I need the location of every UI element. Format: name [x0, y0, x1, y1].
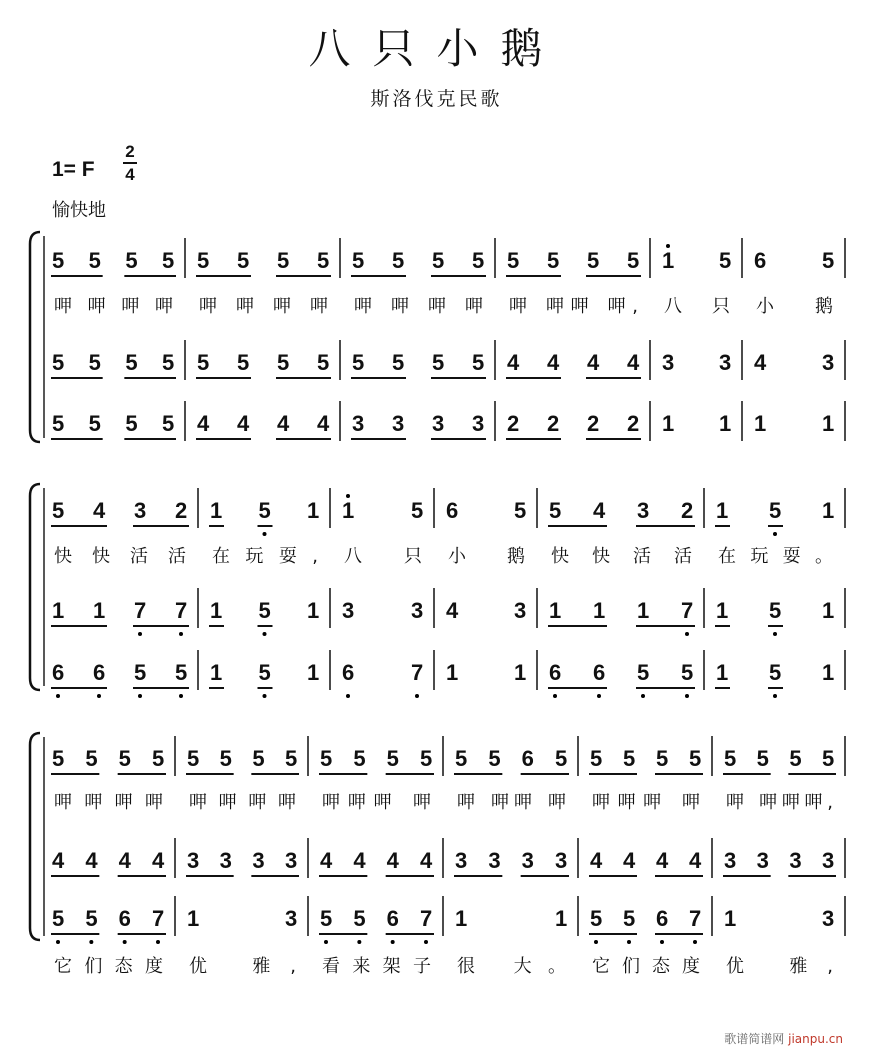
note: 5: [88, 248, 101, 273]
note: 6: [52, 660, 65, 685]
note: 5: [724, 746, 737, 771]
note: 5: [590, 746, 603, 771]
note: 1: [514, 660, 527, 685]
note: 5: [623, 746, 636, 771]
note: 1: [210, 660, 223, 685]
note: 5: [258, 498, 271, 523]
note: 6: [342, 660, 355, 685]
note: 1: [446, 660, 459, 685]
note: 1: [455, 906, 468, 931]
note: 6: [386, 906, 399, 931]
octave-dot-below: [424, 940, 428, 944]
note: 7: [411, 660, 424, 685]
note: 5: [317, 350, 330, 375]
note: 3: [342, 598, 355, 623]
note: 6: [118, 906, 131, 931]
note: 5: [85, 906, 98, 931]
octave-dot-below: [263, 632, 267, 636]
note: 5: [197, 350, 210, 375]
octave-dot-below: [263, 694, 267, 698]
note: 5: [237, 350, 250, 375]
note: 5: [488, 746, 501, 771]
note: 3: [822, 906, 835, 931]
note: 4: [754, 350, 767, 375]
note: 4: [152, 848, 165, 873]
note: 3: [392, 411, 405, 436]
note: 1: [719, 411, 732, 436]
note: 4: [587, 350, 600, 375]
octave-dot-below: [123, 940, 127, 944]
note: 1: [822, 411, 835, 436]
note: 3: [637, 498, 650, 523]
note: 4: [52, 848, 65, 873]
note: 5: [125, 411, 138, 436]
note: 3: [219, 848, 232, 873]
note: 5: [187, 746, 200, 771]
note: 1: [662, 248, 675, 273]
lyric-syllables: 优 雅,: [189, 956, 296, 977]
note: 6: [656, 906, 669, 931]
note: 3: [411, 598, 424, 623]
note: 3: [719, 350, 732, 375]
lyric-syllables: 呷呷呷呷: [354, 296, 483, 317]
note: 3: [756, 848, 769, 873]
system-bracket: [30, 484, 40, 690]
note: 5: [769, 598, 782, 623]
octave-dot-below: [179, 632, 183, 636]
octave-dot-below: [138, 694, 142, 698]
note: 4: [446, 598, 459, 623]
note: 7: [175, 598, 188, 623]
lyric-syllables: 它们态度: [592, 956, 700, 977]
note: 5: [681, 660, 694, 685]
note: 1: [716, 598, 729, 623]
note: 5: [590, 906, 603, 931]
octave-dot-below: [346, 694, 350, 698]
note: 5: [392, 248, 405, 273]
lyric-syllables: 快快活活: [54, 546, 186, 567]
octave-dot-below: [693, 940, 697, 944]
note: 6: [521, 746, 534, 771]
note: 2: [175, 498, 188, 523]
octave-dot-above: [346, 494, 350, 498]
octave-dot-below: [660, 940, 664, 944]
note: 6: [754, 248, 767, 273]
lyric-syllables: 小鹅: [448, 546, 525, 567]
note: 5: [237, 248, 250, 273]
note: 5: [162, 411, 175, 436]
tempo-marking: 愉快地: [52, 200, 106, 221]
note: 5: [514, 498, 527, 523]
note: 5: [386, 746, 399, 771]
note: 5: [52, 746, 65, 771]
note: 5: [637, 660, 650, 685]
note: 4: [547, 350, 560, 375]
note: 5: [353, 906, 366, 931]
note: 6: [593, 660, 606, 685]
note: 5: [162, 248, 175, 273]
lyric-syllables: 它们态度: [54, 956, 163, 977]
note: 5: [88, 411, 101, 436]
watermark-text: 歌谱简谱网: [724, 1032, 785, 1046]
octave-dot-below: [685, 632, 689, 636]
note: 1: [307, 498, 320, 523]
song-subtitle: 斯洛伐克民歌: [370, 88, 503, 110]
note: 7: [689, 906, 702, 931]
note: 5: [219, 746, 232, 771]
note: 3: [352, 411, 365, 436]
note: 7: [420, 906, 433, 931]
note: 5: [252, 746, 265, 771]
note: 5: [320, 906, 333, 931]
note: 5: [507, 248, 520, 273]
lyric-syllables: 呷呷呷呷: [189, 792, 296, 813]
note: 1: [716, 660, 729, 685]
note: 5: [352, 350, 365, 375]
watermark: [724, 1030, 843, 1047]
note: 5: [152, 746, 165, 771]
note: 7: [134, 598, 147, 623]
note: 1: [93, 598, 106, 623]
note: 4: [85, 848, 98, 873]
note: 5: [587, 248, 600, 273]
note: 7: [681, 598, 694, 623]
note: 5: [627, 248, 640, 273]
lyric-syllables: 很 大。: [457, 956, 566, 977]
octave-dot-below: [773, 632, 777, 636]
watermark-domain: jianpu.cn: [788, 1032, 843, 1046]
note: 5: [258, 598, 271, 623]
note: 4: [386, 848, 399, 873]
note: 1: [662, 411, 675, 436]
note: 5: [455, 746, 468, 771]
system-bracket: [30, 232, 40, 442]
lyric-syllables: 呷 呷呷呷,: [726, 792, 833, 813]
note: 5: [353, 746, 366, 771]
note: 1: [822, 660, 835, 685]
note: 5: [258, 660, 271, 685]
note: 1: [307, 660, 320, 685]
note: 5: [125, 248, 138, 273]
lyric-syllables: 八只: [344, 546, 422, 567]
octave-dot-below: [324, 940, 328, 944]
note: 4: [353, 848, 366, 873]
lyric-syllables: 呷呷呷 呷: [322, 792, 431, 813]
note: 4: [197, 411, 210, 436]
note: 5: [162, 350, 175, 375]
octave-dot-below: [594, 940, 598, 944]
note: 5: [719, 248, 732, 273]
note: 2: [507, 411, 520, 436]
note: 1: [555, 906, 568, 931]
octave-dot-below: [641, 694, 645, 698]
note: 4: [237, 411, 250, 436]
lyric-syllables: 呷 呷呷 呷,: [509, 296, 638, 317]
note: 5: [134, 660, 147, 685]
note: 1: [187, 906, 200, 931]
note: 5: [277, 350, 290, 375]
note: 1: [342, 498, 355, 523]
octave-dot-above: [666, 244, 670, 248]
octave-dot-below: [89, 940, 93, 944]
note: 4: [627, 350, 640, 375]
octave-dot-below: [773, 694, 777, 698]
note: 1: [822, 598, 835, 623]
note: 1: [549, 598, 562, 623]
note: 1: [822, 498, 835, 523]
lyric-syllables: 看来架子: [322, 956, 431, 977]
note: 5: [623, 906, 636, 931]
note: 3: [822, 350, 835, 375]
octave-dot-below: [138, 632, 142, 636]
note: 1: [716, 498, 729, 523]
octave-dot-below: [263, 532, 267, 536]
lyric-syllables: 快快活活: [551, 546, 692, 567]
note: 5: [549, 498, 562, 523]
note: 3: [134, 498, 147, 523]
note: 5: [432, 248, 445, 273]
note: 5: [392, 350, 405, 375]
note: 3: [252, 848, 265, 873]
note: 1: [210, 598, 223, 623]
octave-dot-below: [553, 694, 557, 698]
octave-dot-below: [357, 940, 361, 944]
note: 3: [724, 848, 737, 873]
note: 3: [285, 906, 298, 931]
octave-dot-below: [597, 694, 601, 698]
note: 1: [754, 411, 767, 436]
note: 5: [420, 746, 433, 771]
note: 5: [352, 248, 365, 273]
note: 2: [681, 498, 694, 523]
note: 3: [521, 848, 534, 873]
note: 3: [488, 848, 501, 873]
octave-dot-below: [179, 694, 183, 698]
note: 7: [152, 906, 165, 931]
song-title: 八只小鹅: [308, 24, 565, 73]
note: 5: [88, 350, 101, 375]
note: 5: [822, 746, 835, 771]
lyric-syllables: 八只: [664, 296, 730, 317]
note: 4: [590, 848, 603, 873]
note: 4: [317, 411, 330, 436]
note: 5: [555, 746, 568, 771]
note: 4: [623, 848, 636, 873]
note: 4: [689, 848, 702, 873]
note: 4: [507, 350, 520, 375]
note: 2: [587, 411, 600, 436]
note: 3: [555, 848, 568, 873]
note: 5: [118, 746, 131, 771]
note: 3: [455, 848, 468, 873]
note: 5: [547, 248, 560, 273]
note: 4: [593, 498, 606, 523]
note: 1: [637, 598, 650, 623]
note: 6: [446, 498, 459, 523]
lyric-syllables: 在玩耍。: [718, 546, 833, 567]
lyric-syllables: 呷 呷呷 呷: [457, 792, 566, 813]
note: 4: [420, 848, 433, 873]
note: 4: [656, 848, 669, 873]
lyric-syllables: 在玩耍,: [212, 546, 318, 567]
note: 5: [320, 746, 333, 771]
note: 3: [662, 350, 675, 375]
octave-dot-below: [773, 532, 777, 536]
note: 1: [593, 598, 606, 623]
lyric-syllables: 呷呷呷呷: [54, 296, 173, 317]
note: 5: [52, 411, 65, 436]
note: 5: [52, 498, 65, 523]
system-bracket: [30, 733, 40, 940]
note: 1: [724, 906, 737, 931]
note: 3: [514, 598, 527, 623]
note: 4: [320, 848, 333, 873]
note: 5: [52, 906, 65, 931]
octave-dot-below: [685, 694, 689, 698]
note: 5: [411, 498, 424, 523]
octave-dot-below: [391, 940, 395, 944]
note: 5: [175, 660, 188, 685]
note: 5: [285, 746, 298, 771]
note: 5: [277, 248, 290, 273]
octave-dot-below: [415, 694, 419, 698]
note: 5: [197, 248, 210, 273]
octave-dot-below: [627, 940, 631, 944]
note: 5: [756, 746, 769, 771]
note: 1: [210, 498, 223, 523]
note: 5: [432, 350, 445, 375]
key-signature: 1= F: [52, 158, 95, 181]
lyric-syllables: 呷呷呷呷: [199, 296, 328, 317]
note: 5: [769, 498, 782, 523]
note: 4: [93, 498, 106, 523]
note: 3: [187, 848, 200, 873]
note: 5: [52, 248, 65, 273]
note: 5: [85, 746, 98, 771]
note: 5: [52, 350, 65, 375]
note: 1: [52, 598, 65, 623]
lyric-syllables: 呷呷呷呷: [54, 792, 163, 813]
octave-dot-below: [156, 940, 160, 944]
note: 2: [627, 411, 640, 436]
note: 3: [789, 848, 802, 873]
time-signature-bottom: 4: [125, 165, 135, 184]
note: 5: [822, 248, 835, 273]
note: 5: [769, 660, 782, 685]
note: 4: [277, 411, 290, 436]
note: 5: [656, 746, 669, 771]
lyric-syllables: 小鹅: [756, 296, 833, 317]
octave-dot-below: [56, 940, 60, 944]
note: 5: [689, 746, 702, 771]
lyric-syllables: 呷呷呷 呷: [592, 792, 700, 813]
octave-dot-below: [97, 694, 101, 698]
note: 4: [118, 848, 131, 873]
time-signature-top: 2: [125, 142, 135, 161]
octave-dot-below: [56, 694, 60, 698]
note: 5: [317, 248, 330, 273]
note: 3: [822, 848, 835, 873]
note: 5: [789, 746, 802, 771]
lyric-syllables: 优 雅,: [726, 956, 833, 977]
note: 1: [307, 598, 320, 623]
note: 3: [432, 411, 445, 436]
note: 6: [549, 660, 562, 685]
note: 2: [547, 411, 560, 436]
note: 3: [285, 848, 298, 873]
note: 5: [472, 248, 485, 273]
note: 5: [125, 350, 138, 375]
note: 6: [93, 660, 106, 685]
note: 3: [472, 411, 485, 436]
note: 5: [472, 350, 485, 375]
